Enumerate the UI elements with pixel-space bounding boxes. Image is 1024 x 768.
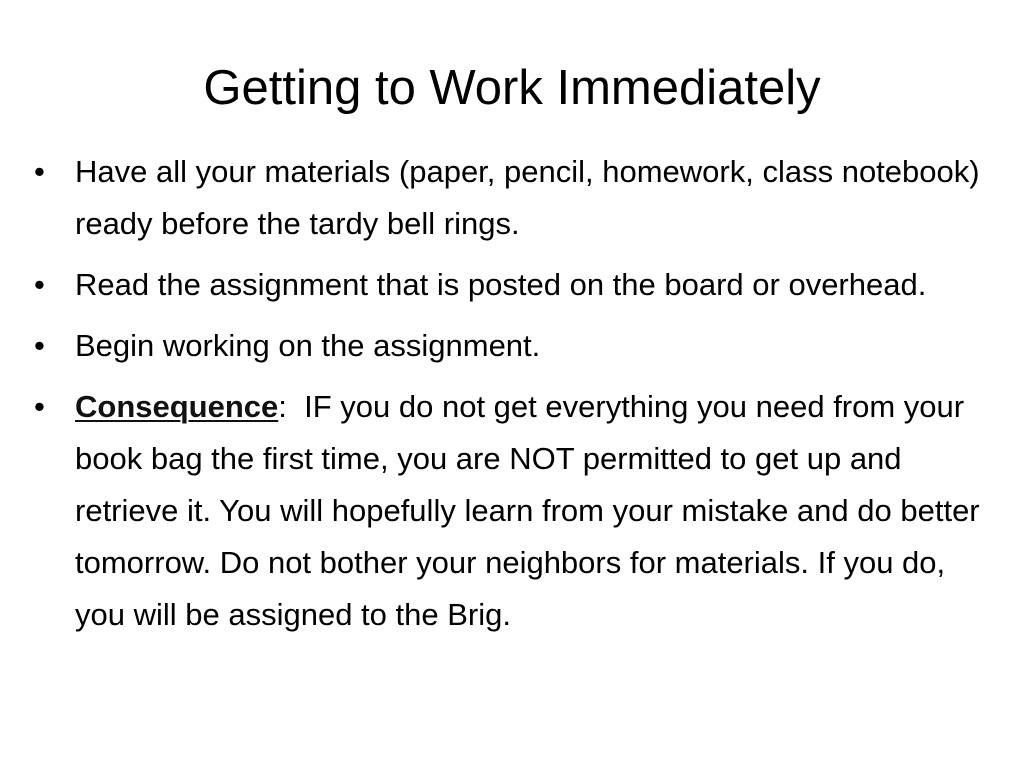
bullet-list (34, 146, 999, 650)
bullet-item-begin-working (34, 320, 999, 372)
bullet-icon: • (34, 328, 45, 363)
bullet-icon: • (34, 267, 45, 302)
bullet-icon: • (34, 154, 45, 189)
consequence-text: IF you do not get everything you need from your book bag the first time, you are NOT permitted to get up and retrieve it. You will hopefully learn from your mistake and do better tomorrow. Do not bother your neighbors for materials. If you do, you will be assigned to the Brig. (75, 389, 980, 632)
bullet-text: Begin working on the assignment. (75, 328, 541, 363)
consequence-separator: : (278, 389, 305, 424)
bullet-item-materials (34, 146, 999, 250)
bullet-text: Have all your materials (paper, pencil, homework, class notebook) ready before the tardy bell rings. (75, 154, 980, 241)
bullet-item-consequence (34, 381, 999, 641)
bullet-item-read-assignment (34, 259, 999, 311)
slide-title: Getting to Work Immediately (203, 61, 821, 115)
consequence-label: Consequence (75, 389, 279, 424)
bullet-text: Read the assignment that is posted on the board or overhead. (75, 267, 927, 302)
bullet-icon: • (34, 389, 45, 424)
